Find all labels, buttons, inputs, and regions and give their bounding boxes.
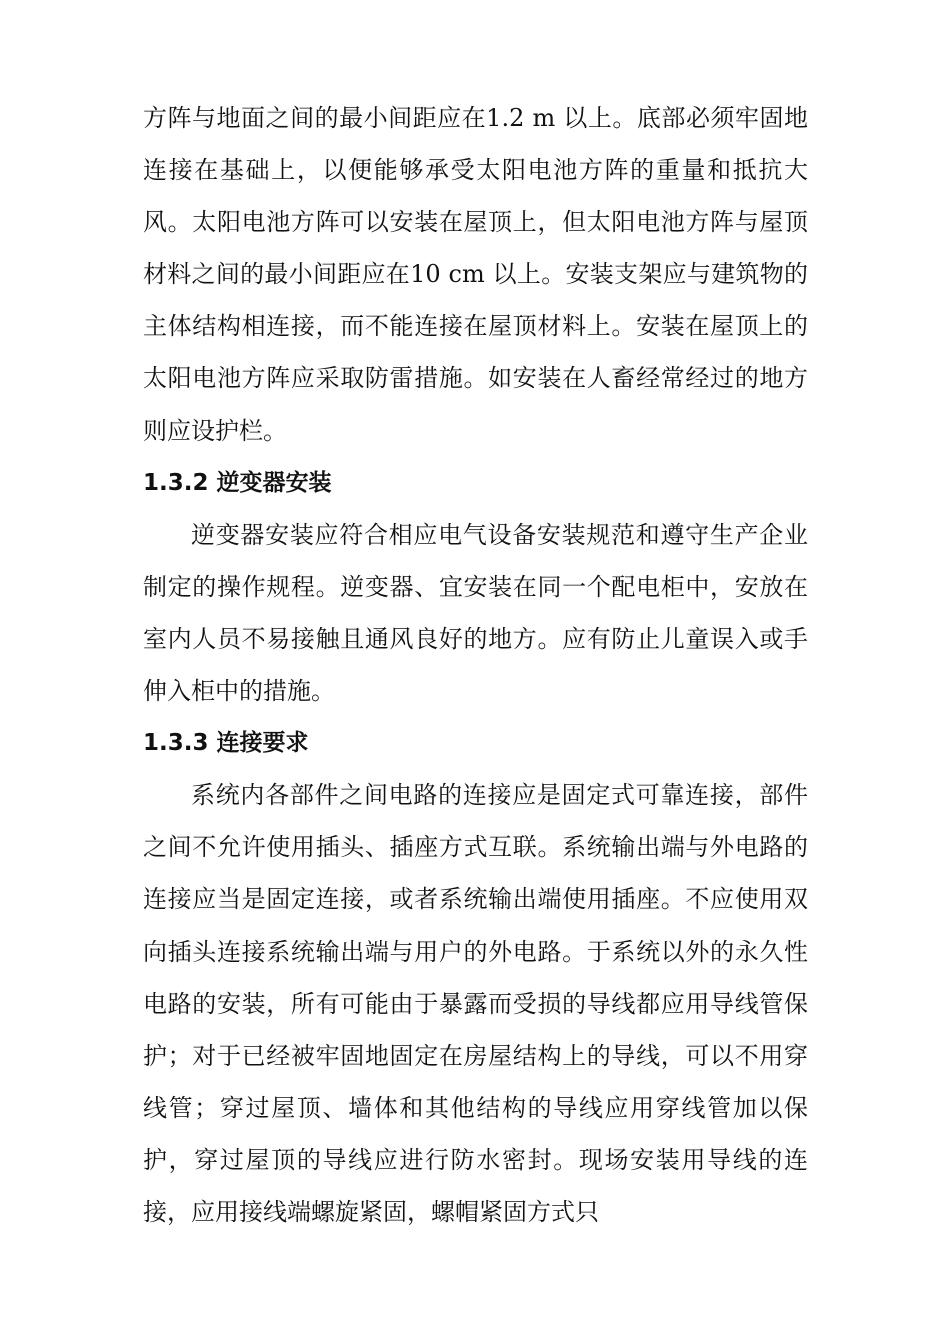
body-paragraph-array-spacing: 方阵与地面之间的最小间距应在1.2 m 以上。底部必须牢固地连接在基础上，以便能够承受太阳电池方阵的重量和抵抗大风。太阳电池方阵可以安装在屋顶上，但太阳电池方阵与屋顶材料之间的最小间距应在10 cm 以上。安装支架应与建筑物的主体结构相连接，而不能连接在屋顶材料上。安装在屋顶上的太阳电池方阵应采取防雷措施。如安装在人畜经常经过的地方则应设护栏。: [143, 104, 808, 445]
body-paragraph-inverter: 逆变器安装应符合相应电气设备安装规范和遵守生产企业制定的操作规程。逆变器、宜安装在同一个配电柜中，安放在室内人员不易接触且通风良好的地方。应有防止儿童误入或手伸入柜中的措施。: [143, 520, 808, 706]
section-heading-connection-requirements: 1.3.3 连接要求: [143, 730, 309, 757]
section-heading-inverter-installation: 1.3.2 逆变器安装: [143, 469, 332, 496]
document-page: [143, 92, 808, 1238]
body-paragraph-connection: 系统内各部件之间电路的连接应是固定式可靠连接，部件之间不允许使用插头、插座方式互联。系统输出端与外电路的连接应当是固定连接，或者系统输出端使用插座。不应使用双向插头连接系统输出端与用户的外电路。于系统以外的永久性电路的安装，所有可能由于暴露而受损的导线都应用导线管保护；对于已经被牢固地固定在房屋结构上的导线，可以不用穿线管；穿过屋顶、墙体和其他结构的导线应用穿线管加以保护，穿过屋顶的导线应进行防水密封。现场安装用导线的连接，应用接线端螺旋紧固，螺帽紧固方式只: [143, 781, 808, 1226]
